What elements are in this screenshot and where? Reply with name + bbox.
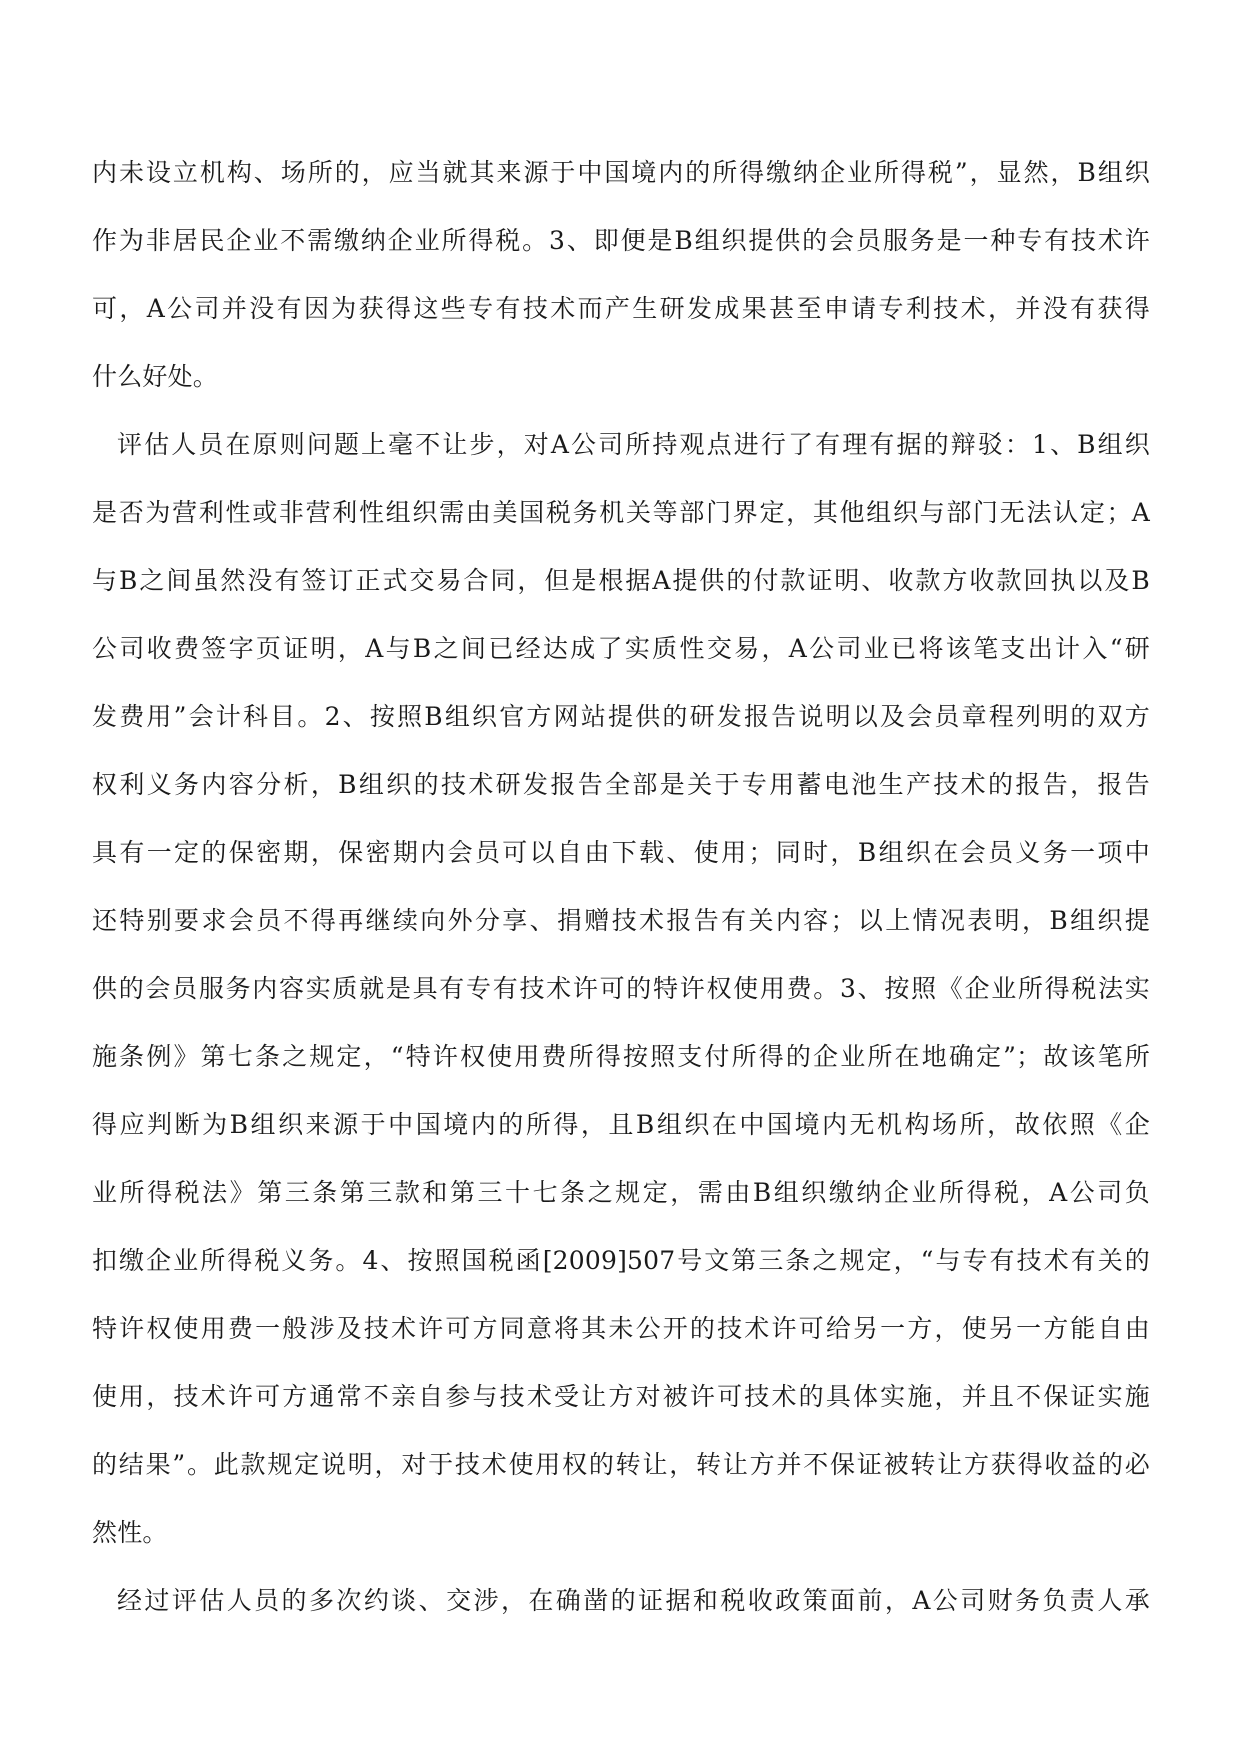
- text-line: 评估人员在原则问题上毫不让步，对A公司所持观点进行了有理有据的辩驳：1、B组织: [117, 430, 1150, 459]
- text-line: 可，A公司并没有因为获得这些专有技术而产生研发成果甚至申请专利技术，并没有获得: [92, 294, 1150, 323]
- text-line: 还特别要求会员不得再继续向外分享、捐赠技术报告有关内容；以上情况表明，B组织提: [92, 906, 1150, 935]
- text-line: 施条例》第七条之规定，“特许权使用费所得按照支付所得的企业所在地确定”；故该笔所: [92, 1042, 1150, 1071]
- document-body: [92, 158, 1150, 1654]
- text-line: 是否为营利性或非营利性组织需由美国税务机关等部门界定，其他组织与部门无法认定；A: [92, 498, 1150, 527]
- text-line: 的结果”。此款规定说明，对于技术使用权的转让，转让方并不保证被转让方获得收益的必: [92, 1450, 1150, 1479]
- text-line: 发费用”会计科目。2、按照B组织官方网站提供的研发报告说明以及会员章程列明的双方: [92, 702, 1150, 731]
- text-line: 作为非居民企业不需缴纳企业所得税。3、即便是B组织提供的会员服务是一种专有技术许: [92, 226, 1150, 255]
- text-line: 特许权使用费一般涉及技术许可方同意将其未公开的技术许可给另一方，使另一方能自由: [92, 1314, 1150, 1343]
- text-line: 与B之间虽然没有签订正式交易合同，但是根据A提供的付款证明、收款方收款回执以及B: [92, 566, 1150, 595]
- text-line: 供的会员服务内容实质就是具有专有技术许可的特许权使用费。3、按照《企业所得税法实: [92, 974, 1150, 1003]
- text-line: 具有一定的保密期，保密期内会员可以自由下载、使用；同时，B组织在会员义务一项中: [92, 838, 1150, 867]
- text-line: 公司收费签字页证明，A与B之间已经达成了实质性交易，A公司业已将该笔支出计入“研: [92, 634, 1150, 663]
- text-line: 内未设立机构、场所的，应当就其来源于中国境内的所得缴纳企业所得税”，显然，B组织: [92, 158, 1150, 187]
- text-line: 得应判断为B组织来源于中国境内的所得，且B组织在中国境内无机构场所，故依照《企: [92, 1110, 1150, 1139]
- text-line: 使用，技术许可方通常不亲自参与技术受让方对被许可技术的具体实施，并且不保证实施: [92, 1382, 1150, 1411]
- text-line: 业所得税法》第三条第三款和第三十七条之规定，需由B组织缴纳企业所得税，A公司负: [92, 1178, 1150, 1207]
- text-line: 什么好处。: [92, 362, 219, 391]
- text-line: 权利义务内容分析，B组织的技术研发报告全部是关于专用蓄电池生产技术的报告，报告: [92, 770, 1150, 799]
- text-line: 扣缴企业所得税义务。4、按照国税函[2009]507号文第三条之规定，“与专有技术有关的: [92, 1246, 1150, 1275]
- text-line: 然性。: [92, 1518, 168, 1547]
- text-line: 经过评估人员的多次约谈、交涉，在确凿的证据和税收政策面前，A公司财务负责人承: [117, 1586, 1150, 1615]
